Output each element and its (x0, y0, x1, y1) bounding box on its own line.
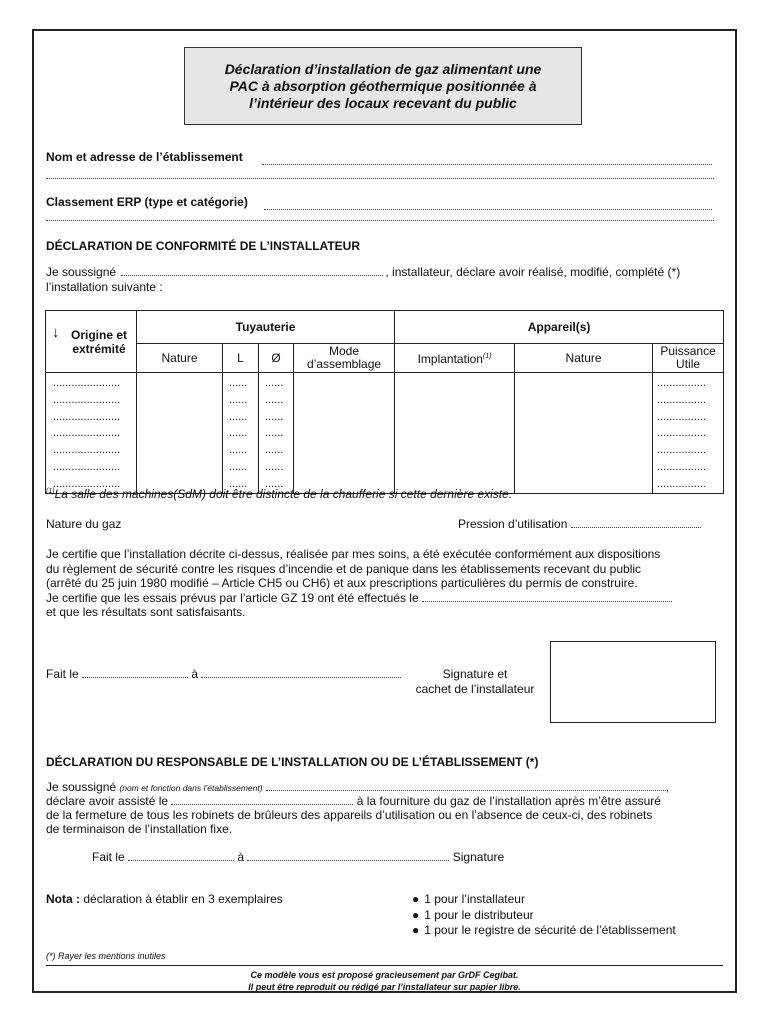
mode-cells[interactable] (294, 373, 395, 494)
fourniture-date-field[interactable] (171, 804, 353, 805)
classement-label: Classement ERP (type et catégorie) (46, 195, 248, 209)
col-implantation (395, 344, 515, 373)
title-line-2: PAC à absorption géothermique positionnée à (229, 77, 537, 94)
bullet-icon: ● (412, 907, 420, 922)
footer-divider (46, 965, 723, 966)
col-puissance-1: Puissance (660, 344, 716, 358)
bullet-icon: ● (412, 923, 420, 937)
nom-label: Nom et adresse de l’établissement (46, 150, 243, 164)
essais-date-field[interactable] (422, 601, 672, 602)
pression-label: Pression d’utilisation (458, 517, 568, 531)
l-cells[interactable]: ...... ...... ...... ...... ...... ...... ...... (223, 373, 259, 494)
origine-header (46, 311, 137, 373)
installation-suivante: l’installation suivante : (46, 280, 163, 294)
footnote-text: La salle des machines(SdM) doit être distincte de la chaufferie si cette dernière existe. (54, 487, 513, 501)
col-implantation-label: Implantation (417, 352, 483, 366)
certification-text (46, 547, 714, 620)
col-mode (294, 344, 395, 373)
fait-a-lieu-field[interactable] (201, 677, 401, 678)
fait-le-label: Fait le (46, 667, 79, 681)
declare-label: , installateur, déclare avoir réalisé, modifié, complété (*) (385, 265, 681, 279)
installation-table (45, 310, 724, 494)
nota-label: Nota : (46, 892, 80, 906)
col-nature: Nature (137, 344, 223, 373)
footnote-mark: (1) (46, 488, 55, 495)
table-footnote (46, 487, 512, 501)
fait-le-row-1 (46, 667, 401, 681)
nature-gaz-label: Nature du gaz (46, 517, 122, 531)
responsable-name-field[interactable] (266, 790, 666, 791)
tuyauterie-header: Tuyauterie (137, 311, 395, 344)
puissance-cells[interactable]: ................ ................ ................ ................ ................ ................ ................ (653, 373, 724, 494)
list-item: ● 1 pour le registre de sécurité de l’établissement (412, 923, 676, 937)
nature-cells[interactable] (137, 373, 223, 494)
resp-line-2: déclare avoir assisté le à la fourniture du gaz de l’installation après m’être assuré (46, 794, 661, 808)
installateur-name-field[interactable] (121, 275, 383, 276)
fait-le-date-field[interactable] (82, 677, 188, 678)
list-item: ● 1 pour le distributeur (412, 907, 534, 922)
form-title (184, 47, 582, 125)
col-implantation-note: (1) (482, 353, 492, 360)
col-puissance (653, 344, 724, 373)
col-mode-1: Mode (329, 344, 360, 358)
col-l: L (223, 344, 259, 373)
title-line-3: l’intérieur des locaux recevant du public (249, 94, 517, 111)
cert-line-1: Je certifie que l’installation décrite ci-dessus, réalisée par mes soins, a été exécutée conformément aux dispositions (46, 547, 661, 561)
resp-line-3: de la fermeture de tous les robinets de brûleurs des appareils d’utilisation ou en l’absence de ceux-ci, des robinets (46, 808, 653, 822)
installateur-line-1 (46, 265, 680, 279)
nota-list (412, 892, 676, 939)
responsable-heading: DÉCLARATION DU RESPONSABLE DE L’INSTALLATION OU DE L’ÉTABLISSEMENT (*) (46, 755, 539, 769)
a-label: à (191, 667, 199, 681)
pression-row (458, 517, 701, 531)
resp-line-4: de terminaison de l’installation fixe. (46, 822, 233, 836)
footer-credit: Ce modèle vous est proposé gracieusement par GrDF Cegibat. Il peut être reproduit ou rédigé par l’installateur sur papier libre. (248, 970, 521, 992)
col-mode-2: d’assemblage (307, 357, 382, 371)
origine-line-1: Origine et (70, 327, 127, 342)
pression-field[interactable] (571, 527, 701, 528)
soussigne-note: (nom et fonction dans l’établissement) (119, 783, 263, 793)
fait-le-row-2: Fait le à Signature (92, 850, 505, 864)
soussigne-label: Je soussigné (46, 265, 117, 279)
rayer-mentions: (*) Rayer les mentions inutiles (46, 951, 166, 961)
col-nature-appareil: Nature (515, 344, 653, 373)
form-frame (32, 29, 737, 993)
bullet-icon: ● (412, 892, 420, 906)
signature-cachet-label: Signature et cachet de l’installateur (415, 667, 535, 696)
adresse-field[interactable] (46, 178, 714, 179)
nature-appareil-cells[interactable] (515, 373, 653, 494)
appareils-header: Appareil(s) (395, 311, 724, 344)
origine-cells[interactable]: ...................... ...................... ...................... ...................... ...................... ...................... ...................... (46, 373, 137, 494)
classement-field-2[interactable] (46, 220, 714, 221)
cert-line-2: du règlement de sécurité contre les risques d’incendie et de panique dans les établissements recevant du public (46, 561, 642, 576)
diametre-cells[interactable]: ...... ...... ...... ...... ...... ...... ...... (259, 373, 294, 494)
arrow-down-icon: ↓ (52, 324, 60, 341)
nota-text: déclaration à établir en 3 exemplaires (83, 892, 283, 906)
origine-line-2: extrémité (72, 341, 126, 356)
implantation-cells[interactable] (395, 373, 515, 494)
cert-line-3: (arrêté du 25 juin 1980 modifié – Article CH5 ou CH6) et aux prescriptions particulières du permis de construire. (46, 576, 638, 591)
col-puissance-2: Utile (676, 357, 701, 371)
signature-label: Signature (452, 850, 505, 864)
list-item: ● 1 pour l’installateur (412, 892, 525, 906)
title-line-1: Déclaration d’installation de gaz alimentant une (224, 60, 542, 77)
signature-cachet-box[interactable] (550, 641, 716, 723)
col-diametre: Ø (259, 344, 294, 373)
fait-a-lieu-field-2[interactable] (247, 860, 449, 861)
cert-line-5: et que les résultats sont satisfaisants. (46, 605, 246, 620)
resp-line-1: Je soussigné (nom et fonction dans l’établissement) , (46, 780, 670, 794)
nom-field[interactable] (262, 164, 712, 165)
cert-line-4: Je certifie que les essais prévus par l’article GZ 19 ont été effectués le (46, 591, 714, 606)
installateur-heading: DÉCLARATION DE CONFORMITÉ DE L’INSTALLATEUR (46, 239, 360, 253)
fait-le-date-field-2[interactable] (128, 860, 234, 861)
classement-field[interactable] (264, 209, 712, 210)
nota-row (46, 892, 283, 906)
